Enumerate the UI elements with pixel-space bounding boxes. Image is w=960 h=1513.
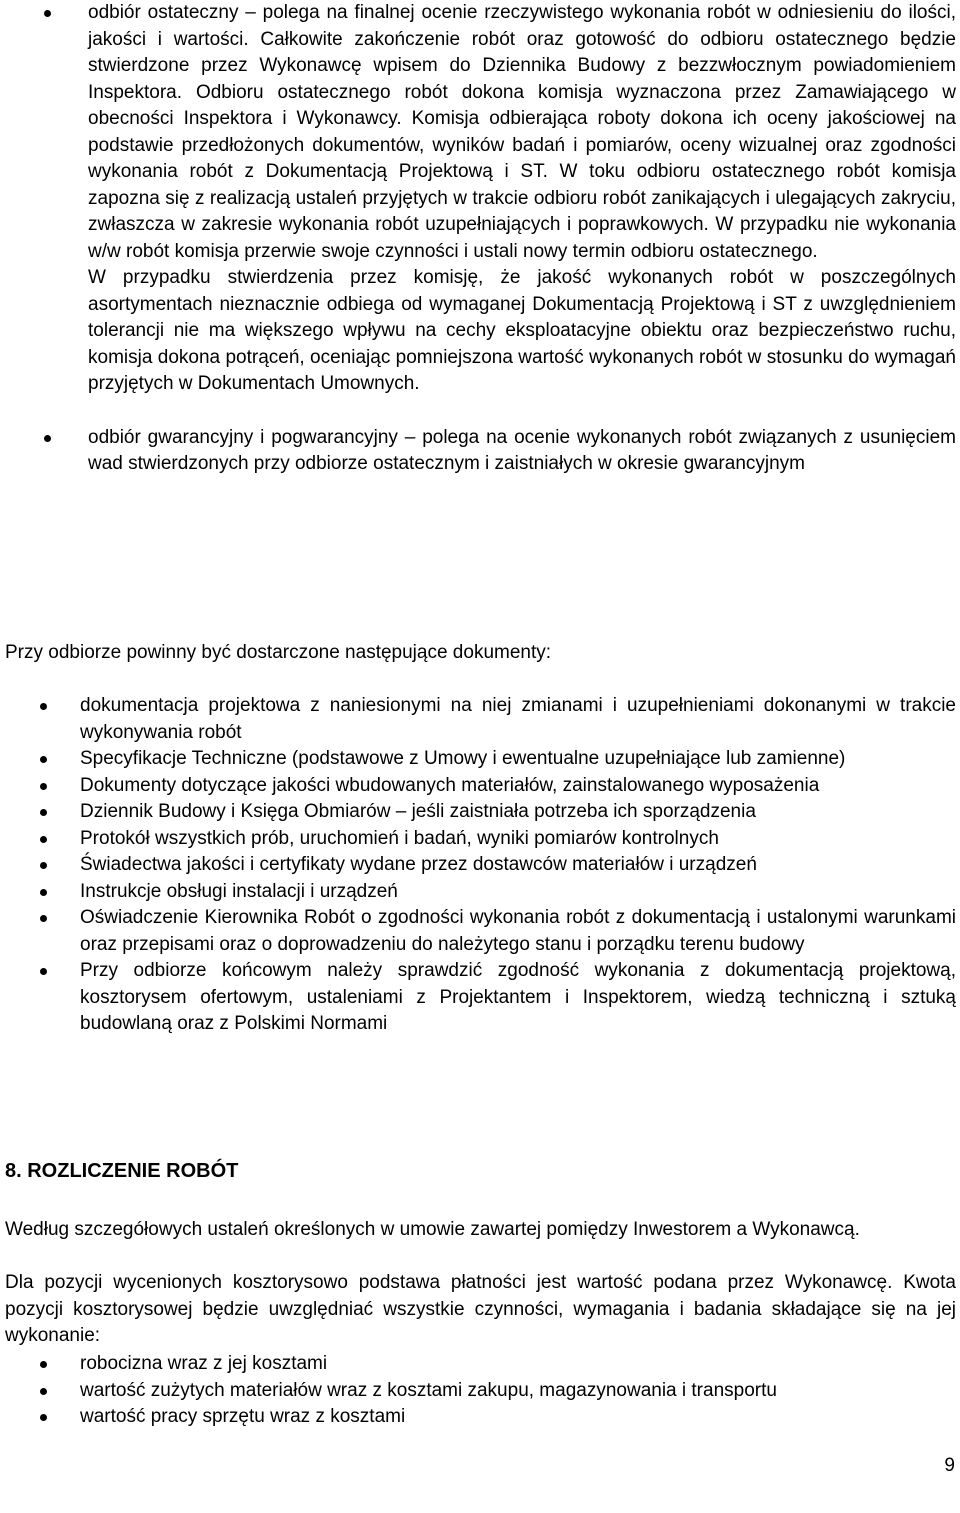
document-item-text: Protokół wszystkich prób, uruchomień i badań, wyniki pomiarów kontrolnych <box>80 827 719 849</box>
settlement-item-text: wartość zużytych materiałów wraz z kosztami zakupu, magazynowania i transportu <box>80 1379 777 1401</box>
list-item <box>0 1404 960 1431</box>
bullet-icon <box>40 756 47 763</box>
documents-intro: Przy odbiorze powinny być dostarczone następujące dokumenty: <box>5 642 552 663</box>
bullet-icon <box>44 435 51 442</box>
document-item-text: Dziennik Budowy i Księga Obmiarów – jeśli zaistniała potrzeba ich sporządzenia <box>80 801 756 822</box>
bullet-icon <box>40 703 47 710</box>
document-item-text: dokumentacja projektowa z naniesionymi na niej zmianami i uzupełnieniami dokonanymi w trakcie wykonywania robót <box>80 695 956 743</box>
required-documents-list <box>0 693 960 1038</box>
bullet-icon <box>40 889 47 896</box>
list-item <box>0 693 960 746</box>
settlement-paragraph-1: Według szczegółowych ustaleń określonych w umowie zawartej pomiędzy Inwestorem a Wykonawcą. <box>5 1219 860 1240</box>
acceptance-types-list <box>0 0 960 478</box>
bullet-icon <box>40 809 47 816</box>
bullet-icon <box>44 10 51 17</box>
document-item-text: Specyfikacje Techniczne (podstawowe z Umowy i ewentualne uzupełniające lub zamienne) <box>80 748 846 769</box>
bullet-icon <box>40 968 47 975</box>
list-item <box>0 905 960 958</box>
list-item-warranty-acceptance <box>0 425 960 478</box>
list-item <box>0 799 960 826</box>
list-item <box>0 773 960 800</box>
list-item <box>0 1378 960 1405</box>
bullet-icon <box>40 1388 47 1395</box>
settlement-item-text: wartość pracy sprzętu wraz z kosztami <box>80 1406 406 1427</box>
settlement-paragraph-2: Dla pozycji wycenionych kosztorysowo podstawa płatności jest wartość podana przez Wykonawcę. Kwota pozycji kosztorysowej będzie uwzględniać wszystkie czynności, wymagania i badania składające się na jej wykonanie: <box>5 1272 956 1346</box>
list-item-final-acceptance <box>0 0 960 398</box>
final-acceptance-paragraph: odbiór ostateczny – polega na finalnej ocenie rzeczywistego wykonania robót w odniesieniu do ilości, jakości i wartości. Całkowite zakończenie robót oraz gotowość do odbioru ostatecznego będzie stwierdzone przez Wykonawcę wpisem do Dziennika Budowy z bezzwłocznym powiadomieniem Inspektora. Odbioru ostatecznego robót dokona komisja wyznaczona przez Zamawiającego w obecności Inspektora i Wykonawcy. Komisja odbierająca roboty dokona ich oceny jakościowej na podstawie przedłożonych dokumentów, wyników badań i pomiarów, oceny wizualnej oraz zgodności wykonania robót z Dokumentacją Projektową i ST. W toku odbioru ostatecznego robót komisja zapozna się z realizacją ustaleń przyjętych w trakcie odbioru robót zanikających i ulegających zakryciu, zwłaszcza w zakresie wykonania robót uzupełniających i poprawkowych. W przypadku nie wykonania w/w robót komisja przerwie swoje czynności i ustali nowy termin odbioru ostatecznego. <box>88 2 956 262</box>
bullet-icon <box>40 915 47 922</box>
list-item <box>0 1351 960 1378</box>
list-item <box>0 852 960 879</box>
list-item <box>0 826 960 853</box>
settlement-item-text: robocizna wraz z jej kosztami <box>80 1353 328 1374</box>
bullet-icon <box>40 862 47 869</box>
warranty-acceptance-paragraph: odbiór gwarancyjny i pogwarancyjny – polega na ocenie wykonanych robót związanych z usunięciem wad stwierdzonych przy odbiorze ostatecznym i zaistniałych w okresie gwarancyjnym <box>88 426 956 474</box>
bullet-icon <box>40 1361 47 1368</box>
list-item <box>0 746 960 773</box>
settlement-components-list <box>0 1351 960 1431</box>
document-item-text: Przy odbiorze końcowym należy sprawdzić zgodność wykonania z dokumentacją projektową, kosztorysem ofertowym, ustaleniami z Projektantem i Inspektorem, wiedzą techniczną i sztuką budowlaną oraz z Polskimi Normami <box>80 960 956 1034</box>
document-item-text: Instrukcje obsługi instalacji i urządzeń <box>80 880 398 902</box>
document-item-text: Świadectwa jakości i certyfikaty wydane przez dostawców materiałów i urządzeń <box>80 854 757 875</box>
bullet-icon <box>40 783 47 790</box>
list-item <box>0 958 960 1038</box>
bullet-icon <box>40 836 47 843</box>
document-item-text: Oświadczenie Kierownika Robót o zgodności wykonania robót z dokumentacją i ustalonymi warunkami oraz przepisami oraz o doprowadzeniu do należytego stanu i porządku terenu budowy <box>80 907 956 955</box>
document-item-text: Dokumenty dotyczące jakości wbudowanych materiałów, zainstalowanego wyposażenia <box>80 774 820 796</box>
final-acceptance-deduction-paragraph: W przypadku stwierdzenia przez komisję, że jakość wykonanych robót w poszczególnych asortymentach nieznacznie odbiega od wymaganej Dokumentacją Projektową i ST z uwzględnieniem tolerancji nie ma większego wpływu na cechy eksploatacyjne obiektu oraz bezpieczeństwo ruchu, komisja dokona potrąceń, oceniając pomniejszona wartość wykonanych robót w stosunku do wymagań przyjętych w Dokumentach Umownych. <box>88 267 956 394</box>
page-number: 9 <box>944 1455 955 1476</box>
section-heading: 8. ROZLICZENIE ROBÓT <box>5 1160 239 1182</box>
bullet-icon <box>40 1414 47 1421</box>
list-item <box>0 879 960 906</box>
